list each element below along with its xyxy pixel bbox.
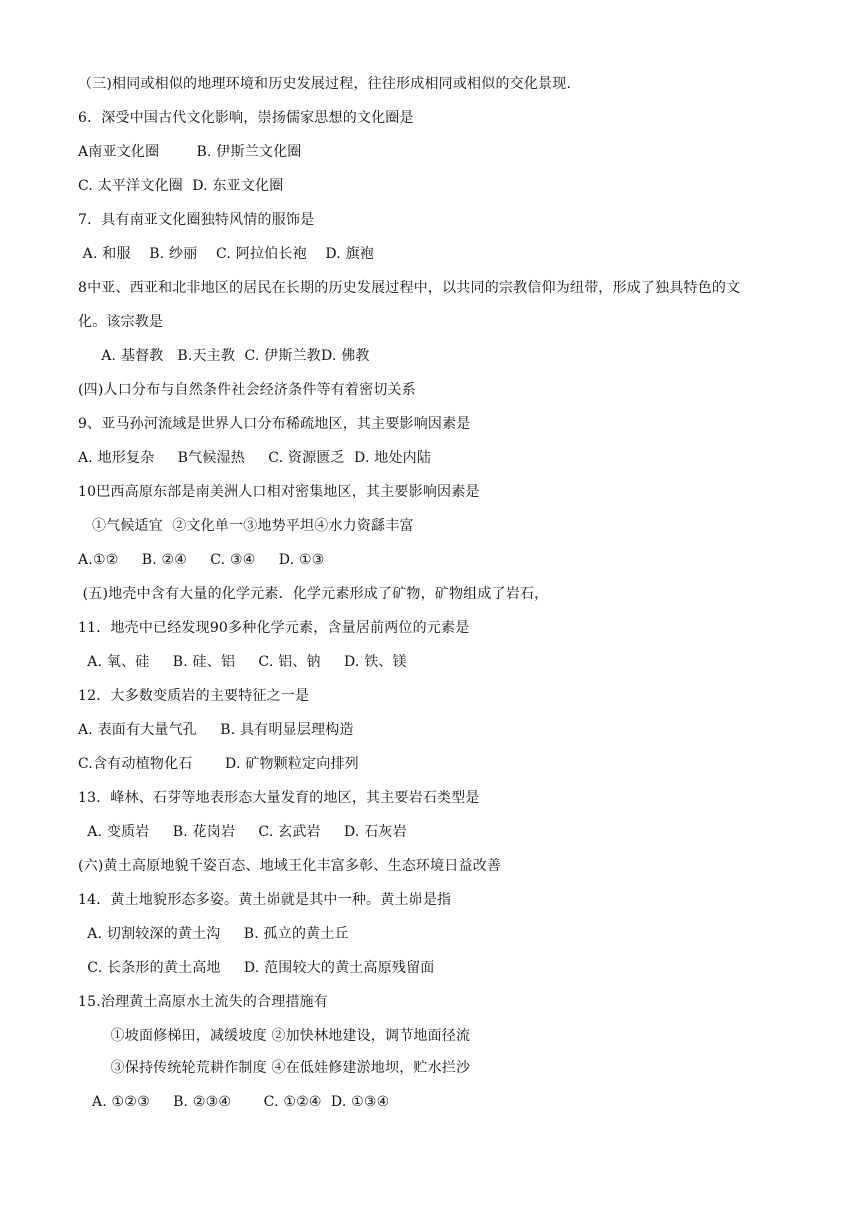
question-13: 13．峰林、石芽等地表形态大量发育的地区，其主要岩石类型是 <box>78 790 480 806</box>
question-9: 9、亚马孙河流域是世界人口分布稀疏地区，其主要影响因素是 <box>78 416 471 432</box>
question-11-options: A. 氧、硅 B. 硅、铝 C. 铝、钠 D. 铁、镁 <box>78 654 407 670</box>
question-6-options-ab: A南亚文化圈 B. 伊斯兰文化圈 <box>78 144 302 160</box>
question-6: 6．深受中国古代文化影响，崇扬儒家思想的文化圈是 <box>78 110 414 126</box>
section-heading-3: （三)相同或相似的地理环境和历史发展过程，往往形成相同或相似的交化景现. <box>78 76 572 92</box>
question-9-options: A. 地形复杂 B气候湿热 C. 资源匮乏 D. 地处内陆 <box>78 450 432 466</box>
question-8-continued: 化。该宗教是 <box>78 314 164 330</box>
question-15-statements-2: ③保持传统轮荒耕作制度 ④在低娃修建淤地坝，贮水拦沙 <box>78 1060 471 1076</box>
section-heading-6: (六)黄土高原地貌千姿百态、地域王化丰富多彰、生态环境日益改善 <box>78 858 502 874</box>
question-11: 11．地壳中已经发现90多种化学元素，含量居前两位的元素是 <box>78 620 470 636</box>
section-heading-4: (四)人口分布与自然条件社会经济条件等有着密切关系 <box>78 382 416 398</box>
question-15-statements-1: ①坡面修梯田，减缓坡度 ②加快林地建设，调节地面径流 <box>78 1028 471 1044</box>
question-12-options-ab: A. 表面有大量气孔 B. 具有明显层理构造 <box>78 722 354 738</box>
question-12: 12．大多数变质岩的主要特征之一是 <box>78 688 310 704</box>
question-10-statements: ①气候适宜 ②文化单一③地势平坦④水力资繇丰富 <box>78 518 414 534</box>
question-13-options: A. 变质岩 B. 花岗岩 C. 玄武岩 D. 石灰岩 <box>78 824 407 840</box>
question-15: 15.治理黄土高原水土流失的合理措施有 <box>78 994 329 1010</box>
question-10-options: A.①② B. ②④ C. ③④ D. ①③ <box>78 552 325 568</box>
question-7: 7．具有南亚文化圈独特风情的服饰是 <box>78 212 315 228</box>
question-7-options: A. 和服 B. 纱丽 C. 阿拉伯长袍 D. 旗袍 <box>78 246 374 262</box>
section-heading-5: (五)地壳中含有大量的化学元素．化学元素形成了矿物，矿物组成了岩石， <box>78 586 549 602</box>
question-14-options-cd: C. 长条形的黄土高地 D. 范围较大的黄土高原残留面 <box>78 960 435 976</box>
question-14-options-ab: A. 切割较深的黄土沟 B. 孤立的黄土丘 <box>78 926 349 942</box>
question-14: 14．黄土地貌形态多姿。黄土峁就是其中一种。黄土峁是指 <box>78 892 452 908</box>
question-10: 10巴西高原东部是南美洲人口相对密集地区，其主要影响因素是 <box>78 484 480 500</box>
question-12-options-cd: C.含有动植物化石 D. 矿物颗粒定向排列 <box>78 756 359 772</box>
question-8: 8中亚、西亚和北非地区的居民在长期的历史发展过程中，以共同的宗教信仰为纽带，形成了独具特色的文 <box>78 280 741 296</box>
question-8-options: A. 基督教 B.天主教 C. 伊斯兰教D. 佛教 <box>78 348 370 364</box>
question-15-options: A. ①②③ B. ②③④ C. ①②④ D. ①③④ <box>78 1094 390 1110</box>
question-6-options-cd: C. 太平洋文化圈 D. 东亚文化圈 <box>78 178 284 194</box>
